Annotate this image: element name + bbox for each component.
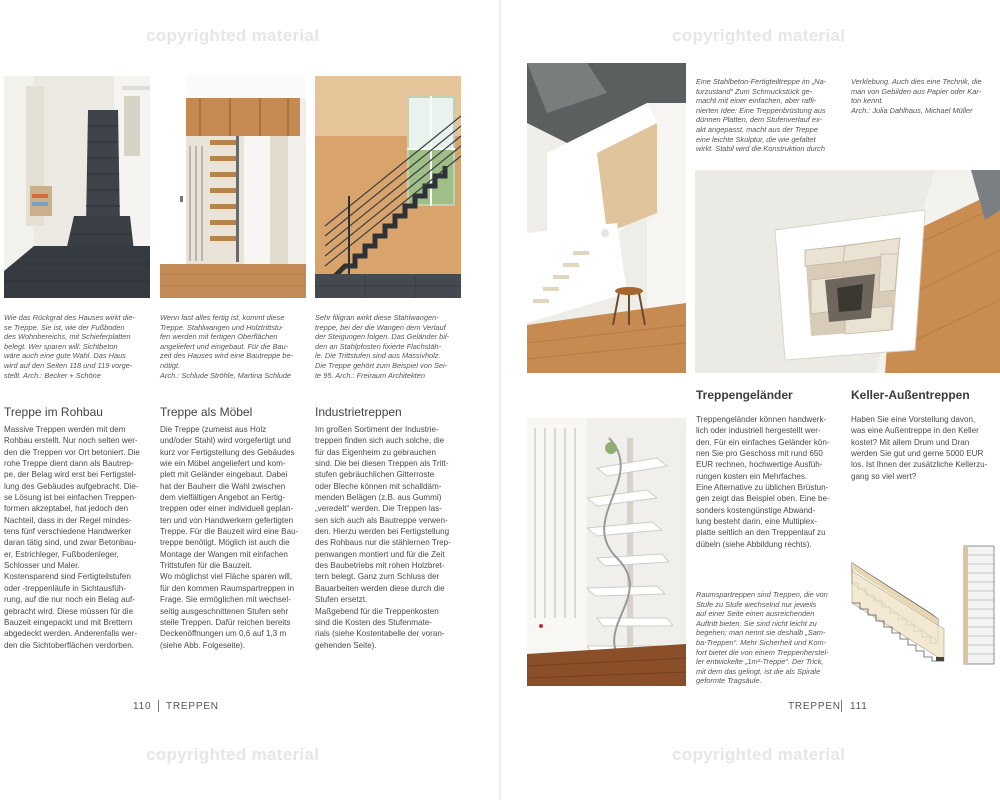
column-moebel-text xyxy=(160,424,310,651)
caption-text: Eine Stahlbeton-Fertigteiltreppe im „Na- turzustand“ Zum Schmuckstück ge- macht mit einer einfachen, aber raffi- nierten Idee: Eine Treppenbrüstung aus dünnen Platten, dem Stufenverlauf ex- akt angepasst, macht aus der Treppe eine leichte Skulptur, die wie gefaltet wirkt. Stabil wird die Konstruktion durch xyxy=(696,77,827,154)
paragraph: Die Treppe (zumeist aus Holz und/oder Stahl) wird vorgefertigt und kurz vor Fertigstellung des Gebäudes wie ein Möbel angeliefert und kom- plett mit Geländer eingebaut. Dabei hat der Bauherr die Wahl zwischen dem vielfältigen Angebot an Fertig- treppen oder einer individuell geplan- ten und von Handwerkern gefertigten Treppe. Für die Bauzeit wird eine Bau- treppe benötigt. Möglich ist auch die Montage der Wangen mit einfachen Trittstufen für die Bauzeit. xyxy=(160,425,299,571)
photo-stair-topview xyxy=(695,170,1000,373)
watermark-bottom-right: copyrighted material xyxy=(672,745,846,764)
caption-photo-1 xyxy=(4,313,152,380)
running-head-right: TREPPEN xyxy=(788,701,841,712)
folio-divider xyxy=(158,700,159,712)
photo-stair-spiral-column xyxy=(527,418,686,686)
caption-text: Raumspartreppen sind Treppen, die von Stufe zu Stufe wechselnd nur jeweils auf einer Seite einen ausreichenden Auftritt bieten. Sie sind nicht leicht zu begehen; man nennt sie deshalb „Sam- ba-Treppen“. Mehr Sicherheit und Kom- fort bietet die von einem Treppenherstel- ler entwickelte „1m²-Treppe“. Der Trick, mit dem das gelingt, ist die als Spirale geformte Tragsäule. xyxy=(696,590,829,686)
column-industrie-text xyxy=(315,424,465,651)
paragraph: Wo möglichst viel Fläche sparen will, für den kommen Raumspartreppen in Frage. Sie ermöglichen mit wechsel- seitig ausgeschnittenen Stufen sehr steile Treppen. Dafür reichen bereits Deckenöffnungen um 0,6 auf 1,3 m (siehe Abb. Folgeseite). xyxy=(160,572,295,650)
page-number-right: 111 xyxy=(850,701,868,712)
caption-photo-2 xyxy=(160,313,308,380)
paragraph: Maßgebend für die Treppenkosten sind die Kosten des Stufenmate- rials (siehe Kostentabelle der voran- gehenden Seite). xyxy=(315,606,445,650)
watermark-bottom-left: copyrighted material xyxy=(146,745,320,764)
watermark-top-right: copyrighted material xyxy=(672,26,846,45)
heading-industrietreppen: Industrietreppen xyxy=(315,405,402,419)
paragraph: Massive Treppen werden mit dem Rohbau erstellt. Nur noch selten wer- den die Treppen vor Ort betoniert. Die rohe Treppe dient dann als Bautrep- pe, der Belag wird erst bei Fertigstel- lung des Gebäudes aufgebracht. Die- se Lösung ist bei einfachen Treppen- formen akzeptabel, hat jedoch den Nachteil, dass in der Regel mindes- tens fünf verschiedene Handwerker daran tätig sind, und zwar Betonbau- er, Estrichleger, Fußbodenleger, Schlosser und Maler. xyxy=(4,425,140,571)
paragraph: Kostensparend sind Fertigteilstufen oder -treppenläufe in Sichtausfüh- rung, auf die nur noch ein Belag auf- gebracht wird. Diese müssen für die Bauzeit eingepackt und mit Brettern abgedeckt werden. Anderenfalls wer- den die Sichtoberflächen verdorben. xyxy=(4,572,138,650)
diagram-plywood-balustrade xyxy=(848,543,998,668)
running-head-left: TREPPEN xyxy=(166,701,219,712)
column-rohbau-text xyxy=(4,424,154,651)
paragraph: Haben Sie eine Vorstellung davon, was eine Außentreppe in den Keller kostet? Mit allem Drum und Dran werden Sie gut und gerne 5000 EUR los. Ist Ihnen der zusätzliche Kellerzu- gang so viel wert? xyxy=(851,415,988,481)
caption-folded-stair-a xyxy=(696,77,844,154)
photo-stair-slate xyxy=(4,76,150,298)
page-number-left: 110 xyxy=(133,701,152,712)
caption-folded-stair-b xyxy=(851,77,999,115)
heading-treppe-im-rohbau: Treppe im Rohbau xyxy=(4,405,103,419)
folio-divider xyxy=(841,700,842,712)
column-gelaender-text xyxy=(696,414,846,550)
caption-text: Verklebung. Auch dies eine Technik, die man von Gebilden aus Papier oder Kar- ton kennt. Arch.: Julia Dahlhaus, Michael Müller xyxy=(851,77,982,115)
photo-stair-steel-wood xyxy=(160,76,306,298)
paragraph: Treppengeländer können handwerk- lich oder industriell hergestellt wer- den. Für ein einfaches Geländer kön- nen Sie pro Geschoss mit rund 650 EUR rechnen, hochwertige Ausfüh- rungen kosten ein Mehrfaches. xyxy=(696,415,830,481)
heading-keller-aussentreppen: Keller-Außentreppen xyxy=(851,388,970,402)
caption-photo-3 xyxy=(315,313,463,380)
photo-stair-folded-white xyxy=(527,63,686,373)
heading-treppe-als-moebel: Treppe als Möbel xyxy=(160,405,253,419)
caption-text: Wenn fast alles fertig ist, kommt diese Treppe. Stahlwangen und Holztrittstu- fen werden mit fertigen Oberflächen angeliefert und eingebaut. Für die Bau- zeit des Hauses wird eine Bautreppe be- nötigt. Arch.: Schlude Ströhle, Martina Schlude xyxy=(160,313,294,380)
caption-raumspartreppe xyxy=(696,590,846,686)
caption-text: Sehr filigran wirkt diese Stahlwangen- treppe, bei der die Wangen dem Verlauf der Steigungen folgen. Das Geländer bil- den an Stahlpfosten fixierte Flachstäh- le. Die Trittstufen sind aus Massivholz. Die Treppe gehört zum Beispiel von Sei- te 95. Arch.: Freiraum Architekten xyxy=(315,313,449,380)
paragraph: Eine Alternative zu üblichen Brüstun- gen zeigt das Beispiel oben. Eine be- sonders kostengünstige Abwand- lung besteht darin, eine Multiplex- platte seitlich an den Treppenlauf zu dübeln (siehe Abbildung rechts). xyxy=(696,483,830,549)
spine-gutter xyxy=(499,0,501,800)
heading-treppengelaender: Treppengeländer xyxy=(696,388,793,402)
caption-text: Wie das Rückgrat des Hauses wirkt die- se Treppe. Sie ist, wie der Fußboden des Wohnbereichs, mit Schieferplatten belegt. Wer sparen will: Sichtbeton wäre auch eine gute Wahl. Das Haus wird auf den Seiten 118 und 119 vorge- stellt. Arch.: Becker + Schöne xyxy=(4,313,135,380)
watermark-top-left: copyrighted material xyxy=(146,26,320,45)
paragraph: Im großen Sortiment der Industrie- treppen finden sich auch solche, die für das Eigenheim zu gebrauchen sind. Die bei diesen Treppen als Tritt- stufen gebräuchlichen Gitterroste oder Bleche können mit schalldäm- menden Belägen (z.B. aus Gummi) „veredelt“ werden. Die Treppen las- sen sich auch als Bautreppe verwen- den. Hierzu werden bei Fertigstellung des Rohbaus nur die stählernen Trep- penwangen montiert und für die Zeit des Baubetriebs mit rohen Holzbret- tern belegt. Ganz zum Schluss der Bauarbeiten werden diese durch die Stufen ersetzt. xyxy=(315,425,451,605)
photo-stair-filigree xyxy=(315,76,461,298)
column-keller-text xyxy=(851,414,999,482)
